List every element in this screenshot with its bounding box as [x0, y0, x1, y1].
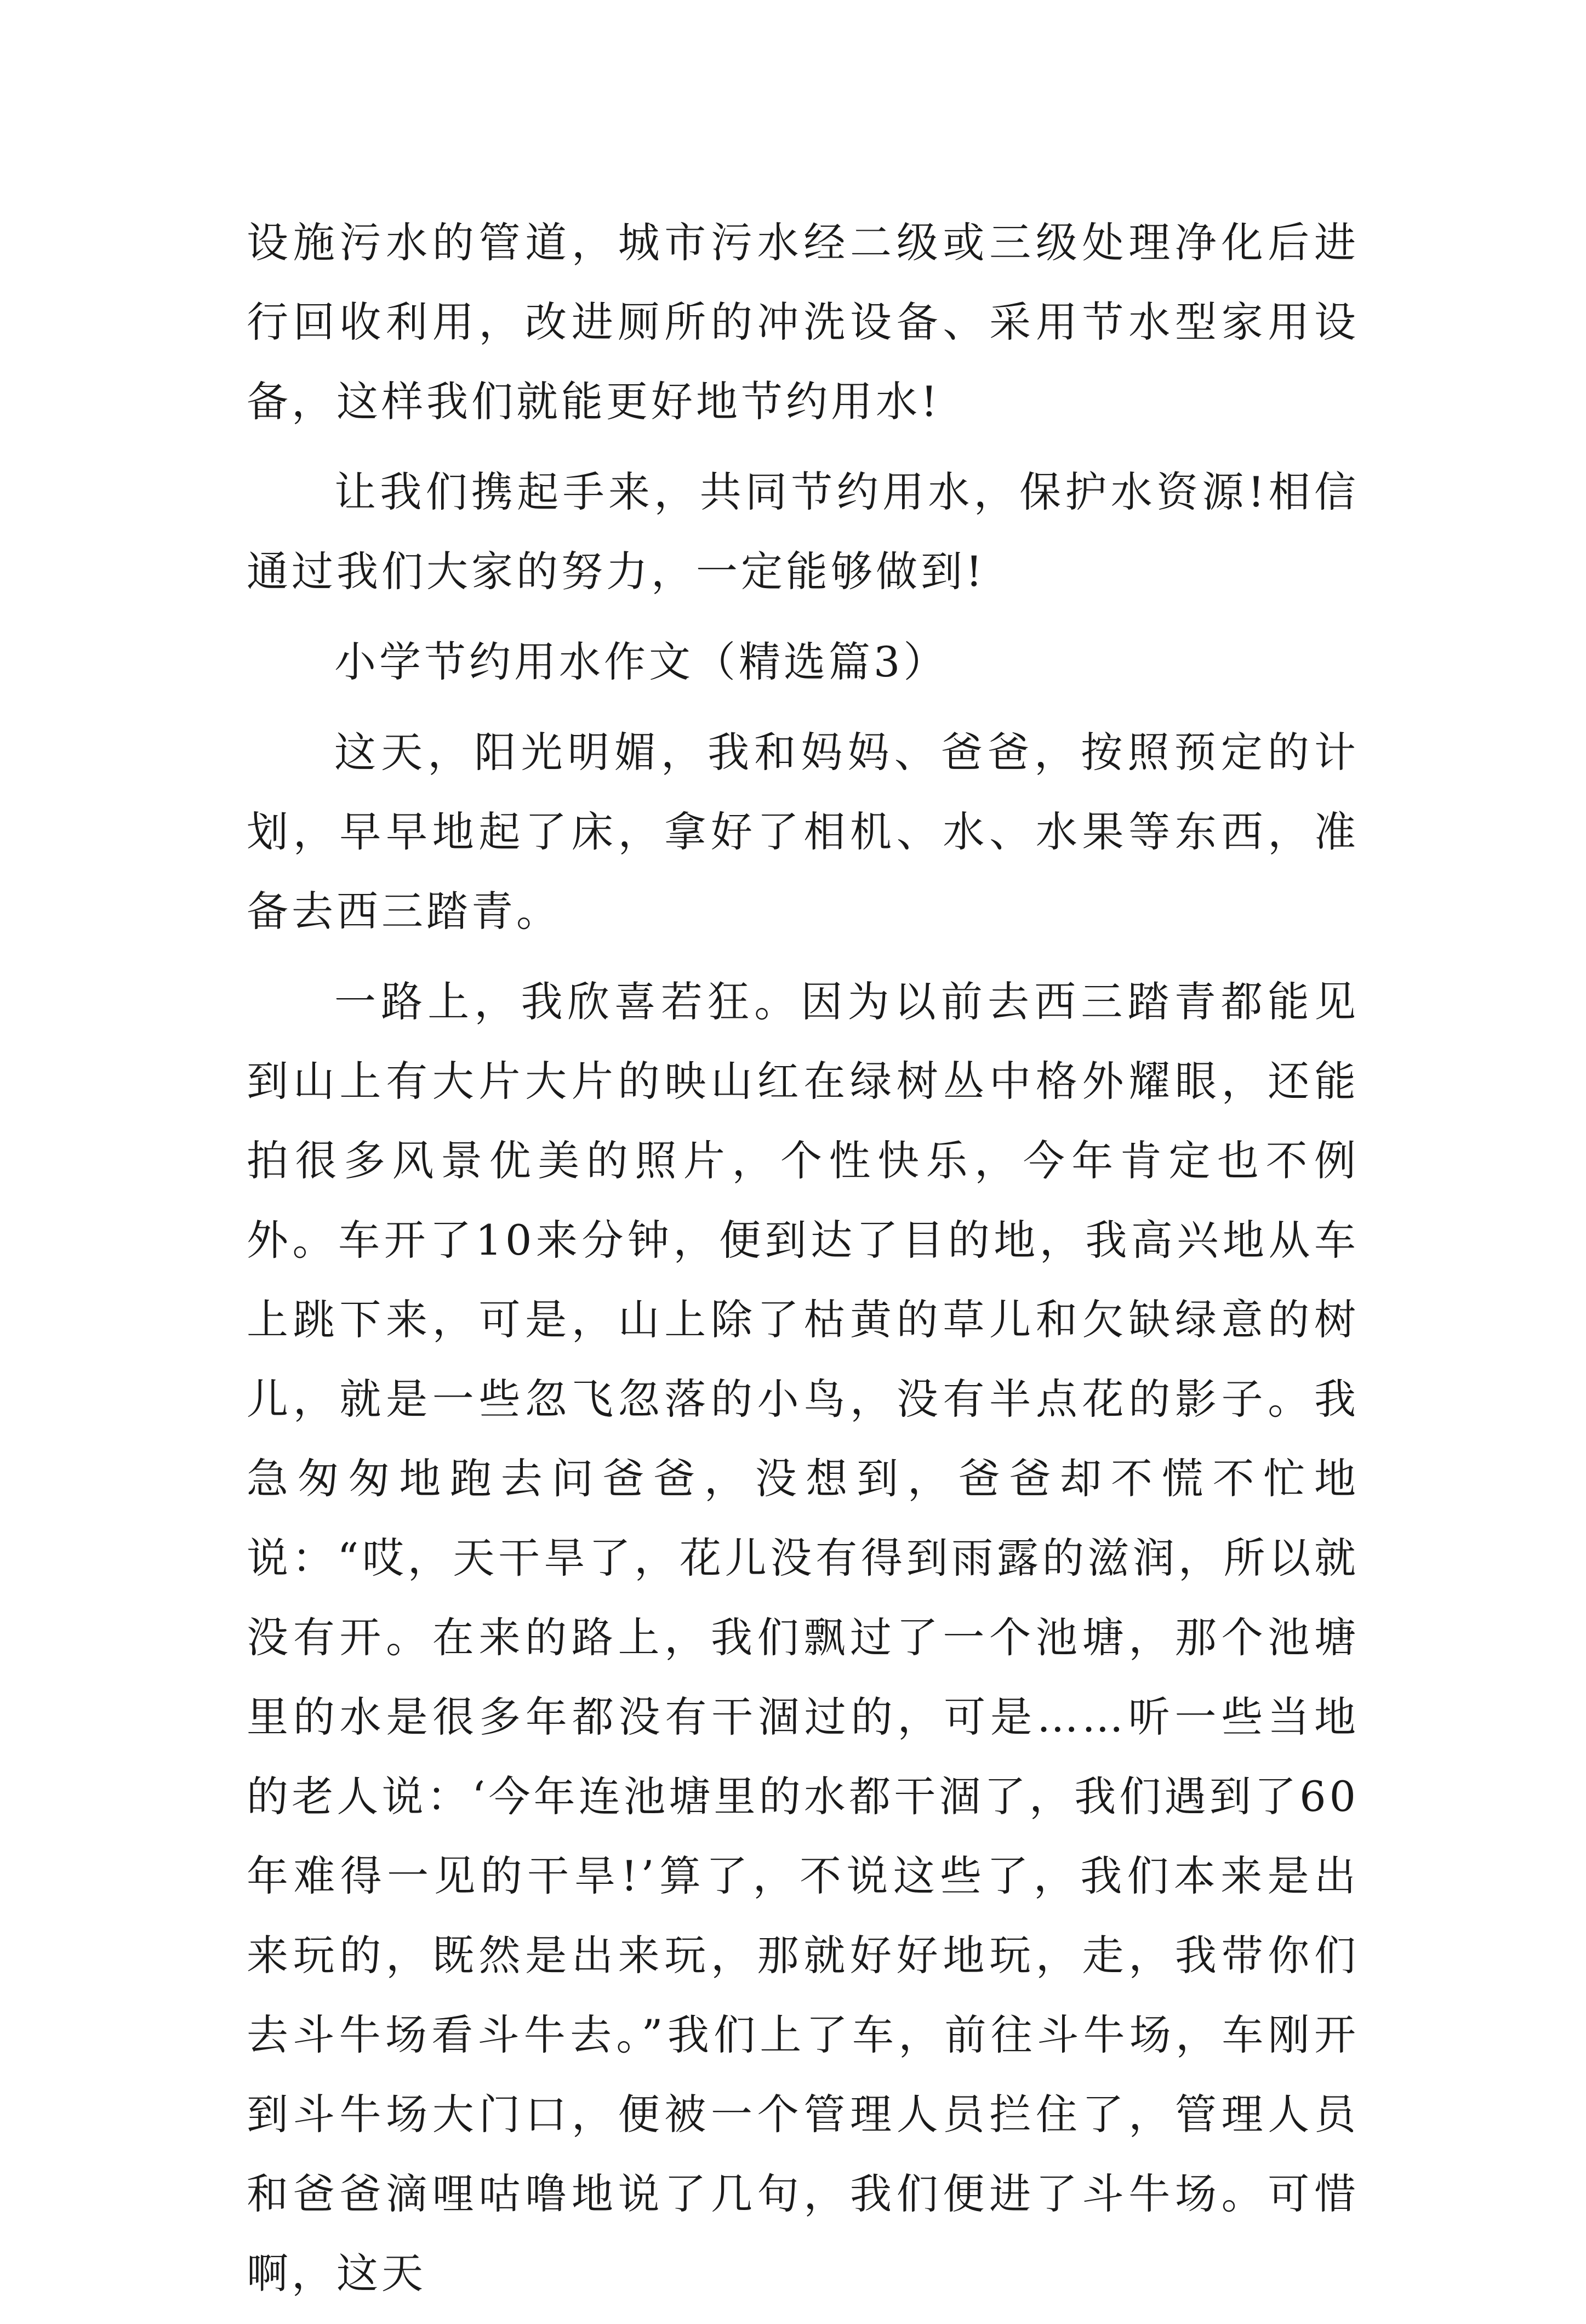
paragraph-body: 一路上，我欣喜若狂。因为以前去西三踏青都能见到山上有大片大片的映山红在绿树丛中格外耀眼，还能拍很多风景优美的照片，个性快乐，今年肯定也不例外。车开了10来分钟，便到达了目的地，我高兴地从车上跳下来，可是，山上除了枯黄的草儿和欠缺绿意的树儿，就是一些忽飞忽落的小鸟，没有半点花的影子。我急匆匆地跑去问爸爸，没想到，爸爸却不慌不忙地说：“哎，天干旱了，花儿没有得到雨露的滋润，所以就没有开。在来的路上，我们飘过了一个池塘，那个池塘里的水是很多年都没有干涸过的，可是……听一些当地的老人说：‘今年连池塘里的水都干涸了，我们遇到了60年难得一见的干旱!’算了，不说这些了，我们本来是出来玩的，既然是出来玩，那就好好地玩，走，我带你们去斗牛场看斗牛去。”我们上了车，前往斗牛场，车刚开到斗牛场大门口，便被一个管理人员拦住了，管理人员和爸爸滴哩咕噜地说了几句，我们便进了斗牛场。可惜啊，这天 [247, 977, 1359, 2298]
paragraph-continuation: 设施污水的管道，城市污水经二级或三级处理净化后进行回收利用，改进厕所的冲洗设备、采用节水型家用设备，这样我们就能更好地节约用水! [247, 218, 1359, 426]
paragraph-body: 这天，阳光明媚，我和妈妈、爸爸，按照预定的计划，早早地起了床，拿好了相机、水、水果等东西，准备去西三踏青。 [247, 728, 1359, 936]
document-body [247, 203, 1359, 2324]
paragraph-body: 让我们携起手来，共同节约用水，保护水资源!相信通过我们大家的努力，一定能够做到! [247, 468, 1359, 596]
section-heading: 小学节约用水作文（精选篇3） [334, 637, 949, 686]
